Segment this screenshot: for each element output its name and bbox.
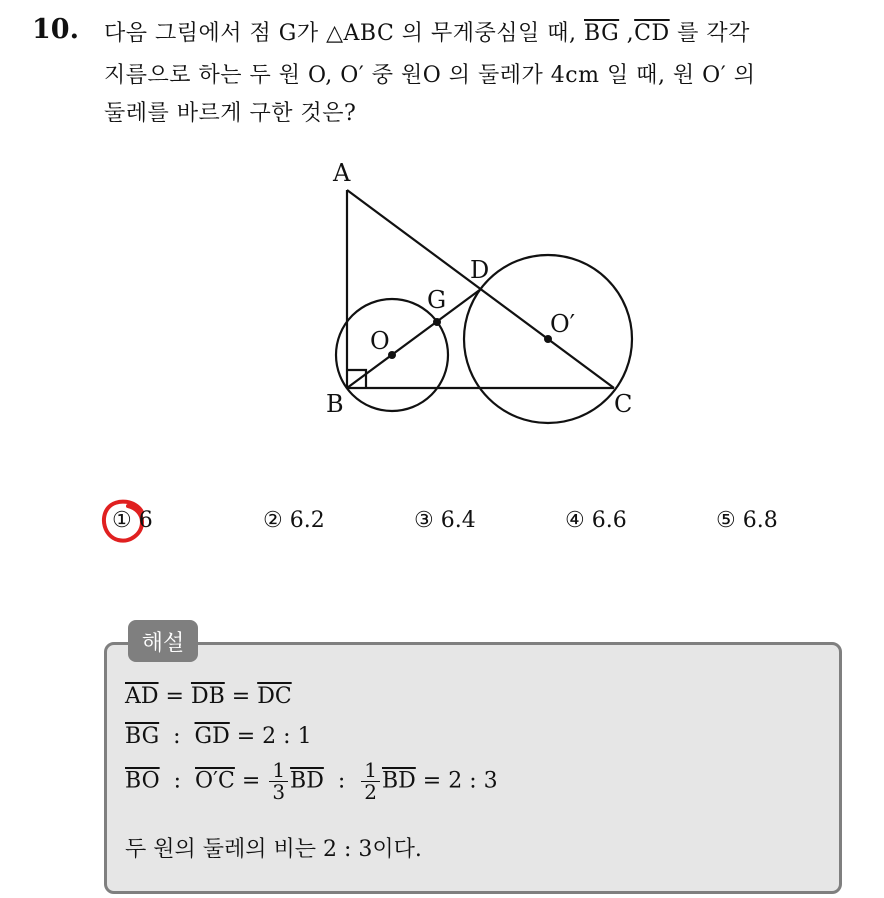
equals-sign: =: [158, 684, 191, 709]
choice-1-value: 6: [138, 508, 153, 533]
segment-o-prime-c: O′C: [195, 768, 235, 794]
point-g: [433, 318, 441, 326]
ratio-colon: :: [159, 724, 195, 749]
fraction-one-half: [361, 760, 380, 803]
solution-tag: 해설: [128, 620, 198, 662]
segment-gd: $\overline{GD}$: [194, 724, 230, 749]
segment-bg: $\overline{BG}$: [584, 21, 620, 46]
solution-line-3: [125, 760, 498, 803]
question-line-3: 둘레를 바르게 구한 것은?: [104, 101, 357, 126]
choice-5-value: 6.8: [742, 508, 778, 533]
segment-separator: ,: [619, 21, 635, 46]
fraction-denominator: 3: [272, 780, 286, 804]
question-line-1-prefix: 다음 그림에서 점 G가 △ABC 의 무게중심일 때,: [104, 21, 585, 46]
ratio-colon: :: [159, 768, 196, 794]
ratio-result: = 2 : 3: [415, 768, 498, 794]
question-line-1-suffix: 를 각각: [669, 21, 750, 46]
choice-1-mark: ①: [112, 508, 132, 533]
label-a: A: [333, 159, 351, 187]
segment-db: $\overline{DB}$: [190, 684, 225, 709]
label-g: G: [427, 286, 447, 314]
segment-bg: $\overline{BG}$: [125, 724, 160, 749]
choice-5-mark: ⑤: [716, 508, 736, 533]
choice-3-mark: ③: [414, 508, 434, 533]
choice-1[interactable]: [112, 508, 153, 533]
choice-4[interactable]: [565, 508, 627, 533]
choice-4-mark: ④: [565, 508, 585, 533]
segment-cd: $\overline{CD}$: [634, 21, 670, 46]
label-o-prime: O′: [550, 310, 576, 338]
choice-2[interactable]: [263, 508, 325, 533]
fraction-denominator: 2: [364, 780, 377, 804]
question-number: 10.: [32, 14, 79, 45]
ratio-result: = 2 : 1: [229, 724, 312, 749]
segment-bo: $\overline{BO}$: [125, 768, 160, 794]
label-c: C: [614, 390, 633, 418]
solution-line-1: [125, 684, 292, 709]
choice-2-mark: ②: [263, 508, 283, 533]
fraction-numerator: 1: [269, 760, 288, 782]
fraction-one-third: [269, 760, 288, 803]
segment-bd: $\overline{BD}$: [381, 768, 416, 794]
label-d: D: [470, 256, 490, 284]
segment-dc: $\overline{DC}$: [257, 684, 292, 709]
label-b: B: [326, 390, 344, 418]
ratio-colon: :: [323, 768, 360, 794]
equals-sign: =: [224, 684, 258, 709]
fraction-numerator: 1: [361, 760, 380, 782]
segment-ad: $\overline{AD}$: [125, 684, 159, 709]
label-o: O: [370, 327, 390, 355]
segment-bd: $\overline{BD}$: [290, 768, 324, 794]
choice-3[interactable]: [414, 508, 476, 533]
solution-line-4: 두 원의 둘레의 비는 2 : 3이다.: [125, 837, 422, 862]
choice-3-value: 6.4: [440, 508, 476, 533]
question-line-2: 지름으로 하는 두 원 O, O′ 중 원O 의 둘레가 4cm 일 때, 원 O′ 의: [104, 63, 756, 88]
choice-5[interactable]: [716, 508, 778, 533]
equals-sign: =: [234, 768, 268, 794]
solution-line-2: [125, 724, 312, 749]
choice-2-value: 6.2: [289, 508, 325, 533]
choice-4-value: 6.6: [591, 508, 627, 533]
